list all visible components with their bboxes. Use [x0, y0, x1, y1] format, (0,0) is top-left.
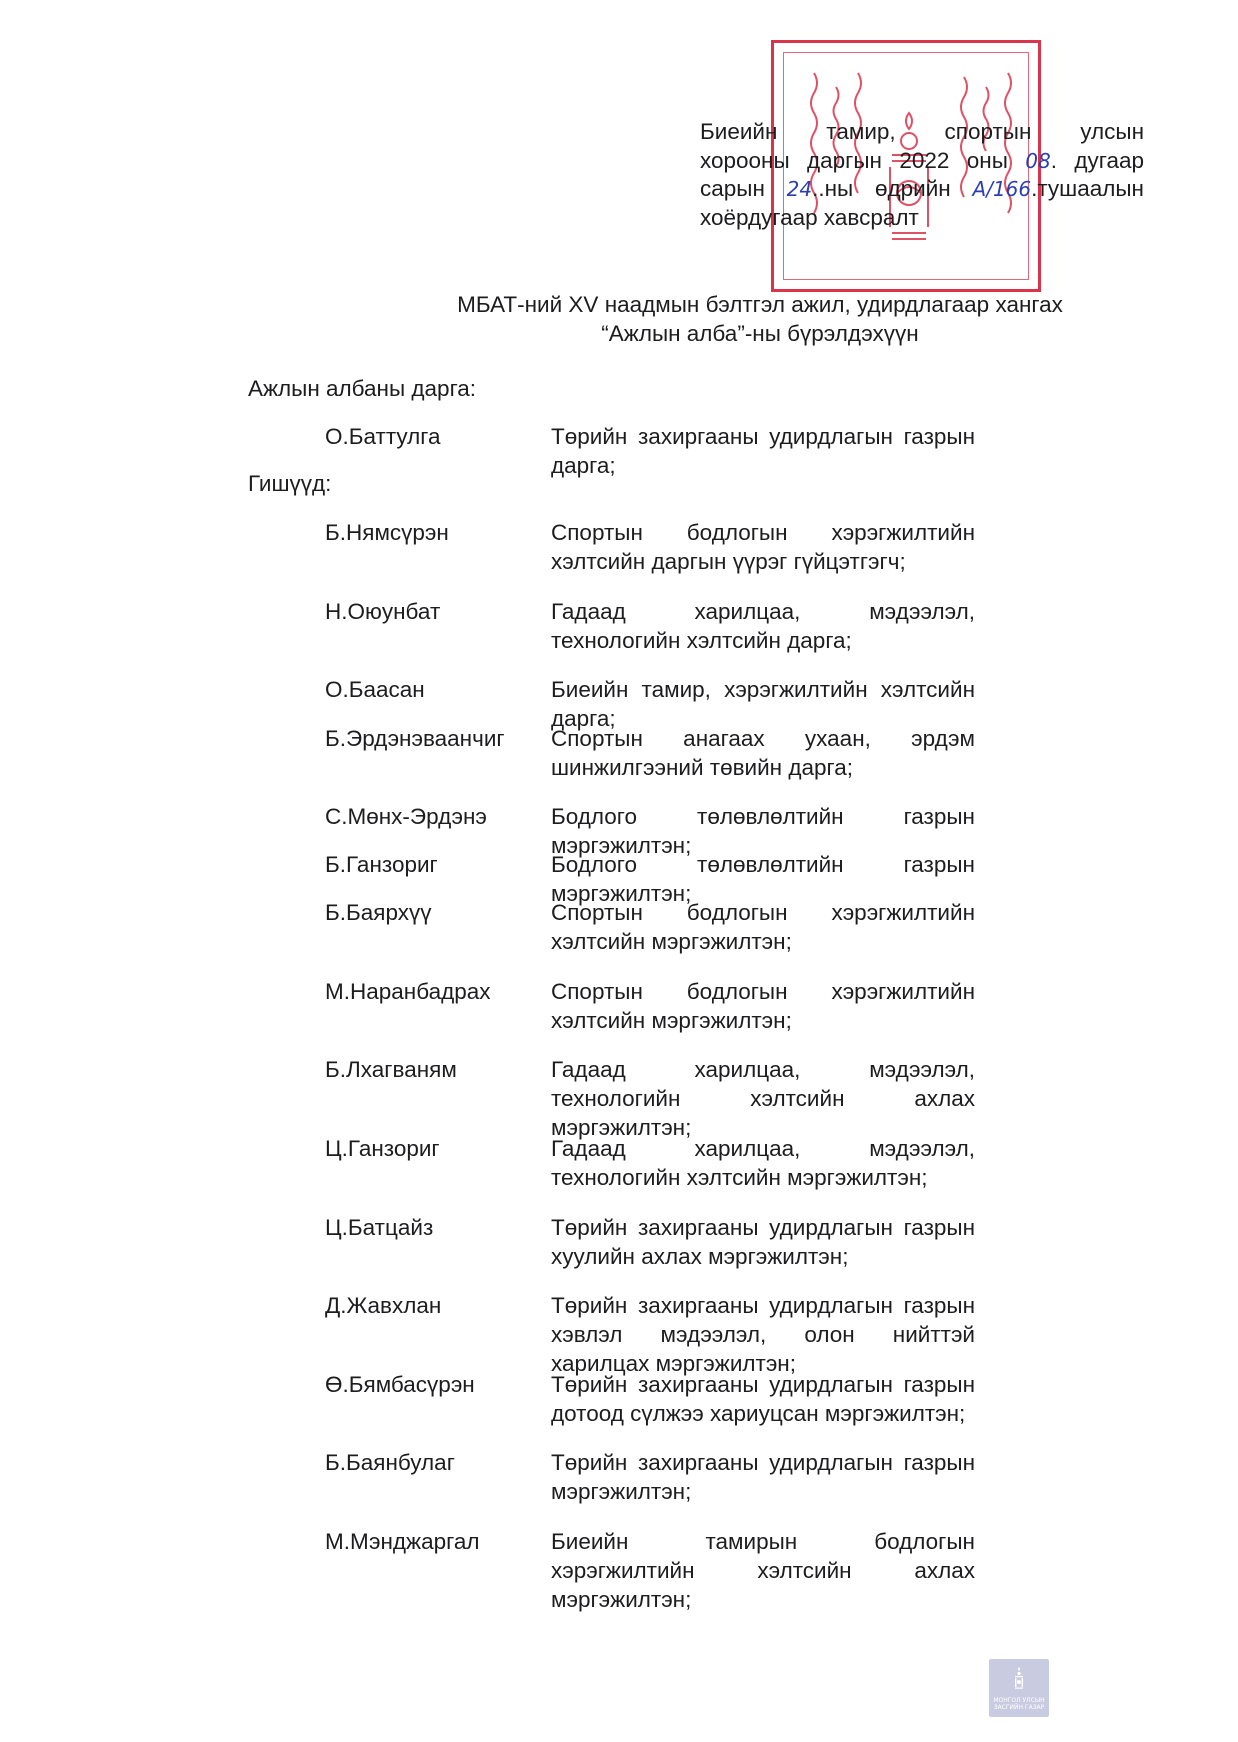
member-name: Н.Оюунбат: [325, 599, 441, 624]
member-name: С.Мөнх-Эрдэнэ: [325, 804, 487, 829]
member-name: Б.Баярхүү: [325, 900, 432, 925]
annex-line-4: хоёрдугаар хавсралт: [700, 204, 919, 230]
annex-text: ..ны өдрийн: [812, 176, 973, 201]
member-position: Спортын бодлогын хэрэгжилтийн хэлтсийн даргын үүрэг гүйцэтгэгч;: [551, 520, 975, 574]
head-position: Төрийн захиргааны удирдлагын газрын дарга;: [551, 424, 975, 478]
member-name: Ц.Батцайз: [325, 1215, 434, 1240]
annex-line-1: Биеийн тамир, спортын улсын: [700, 119, 1144, 144]
logo-text: МОНГОЛ УЛСЫН ЗАСГИЙН ГАЗАР: [993, 1697, 1045, 1711]
handwritten-month: 08: [1025, 148, 1051, 173]
member-name: Б.Нямсүрэн: [325, 520, 449, 545]
member-position: Төрийн захиргааны удирдлагын газрын мэргэжилтэн;: [551, 1450, 975, 1504]
document-title: [380, 290, 1140, 348]
member-name: О.Баасан: [325, 677, 425, 702]
member-position: Биеийн тамирын бодлогын хэрэгжилтийн хэлтсийн ахлах мэргэжилтэн;: [551, 1529, 975, 1612]
member-position: Спортын бодлогын хэрэгжилтийн хэлтсийн мэргэжилтэн;: [551, 900, 975, 954]
member-position: Гадаад харилцаа, мэдээлэл, технологийн хэлтсийн мэргэжилтэн;: [551, 1136, 975, 1190]
member-name: Б.Эрдэнэваанчиг: [325, 726, 505, 751]
member-name: М.Наранбадрах: [325, 979, 491, 1004]
annex-line-3: [700, 175, 1144, 204]
head-section-label: Ажлын албаны дарга:: [248, 376, 477, 401]
title-line-2: “Ажлын алба”-ны бүрэлдэхүүн: [601, 321, 919, 346]
annex-line-2: [700, 147, 1144, 176]
member-name: Б.Лхагваням: [325, 1057, 457, 1082]
member-name: Д.Жавхлан: [325, 1293, 442, 1318]
soyombo-icon: [1013, 1667, 1025, 1689]
head-name: О.Баттулга: [325, 424, 441, 449]
member-position: Төрийн захиргааны удирдлагын газрын дотоод сүлжээ хариуцсан мэргэжилтэн;: [551, 1372, 975, 1426]
member-position: Спортын анагаах ухаан, эрдэм шинжилгээний төвийн дарга;: [551, 726, 975, 780]
member-position: Спортын бодлогын хэрэгжилтийн хэлтсийн мэргэжилтэн;: [551, 979, 975, 1033]
members-section-label: Гишүүд:: [248, 471, 332, 496]
member-name: Ө.Бямбасүрэн: [325, 1372, 475, 1397]
member-position: Гадаад харилцаа, мэдээлэл, технологийн хэлтсийн ахлах мэргэжилтэн;: [551, 1057, 975, 1140]
annex-text: хорооны даргын 2022 оны: [700, 147, 1026, 173]
annex-text: . дугаар: [1050, 147, 1144, 173]
member-name: Б.Баянбулаг: [325, 1450, 455, 1475]
member-name: Ц.Ганзориг: [325, 1136, 440, 1161]
member-name: М.Мэнджаргал: [325, 1529, 480, 1554]
member-position: Биеийн тамир, хэрэгжилтийн хэлтсийн дарга;: [551, 677, 975, 731]
member-position: Төрийн захиргааны удирдлагын газрын хэвлэл мэдээлэл, олон нийттэй харилцах мэргэжилтэн;: [551, 1293, 975, 1376]
government-logo: [989, 1659, 1049, 1717]
member-position: Бодлого төлөвлөлтийн газрын мэргэжилтэн;: [551, 804, 975, 858]
annex-text: сарын: [700, 176, 787, 201]
annex-header: [700, 118, 1144, 232]
member-position: Бодлого төлөвлөлтийн газрын мэргэжилтэн;: [551, 852, 975, 906]
title-line-1: МБАТ-ний XV наадмын бэлтгэл ажил, удирдлагаар хангах: [457, 292, 1063, 317]
member-position: Төрийн захиргааны удирдлагын газрын хуулийн ахлах мэргэжилтэн;: [551, 1215, 975, 1269]
annex-text: .тушаалын: [1031, 176, 1144, 201]
handwritten-day: 24: [786, 177, 813, 201]
member-name: Б.Ганзориг: [325, 852, 438, 877]
handwritten-order-number: А/166: [972, 177, 1032, 201]
member-position: Гадаад харилцаа, мэдээлэл, технологийн хэлтсийн дарга;: [551, 599, 975, 653]
